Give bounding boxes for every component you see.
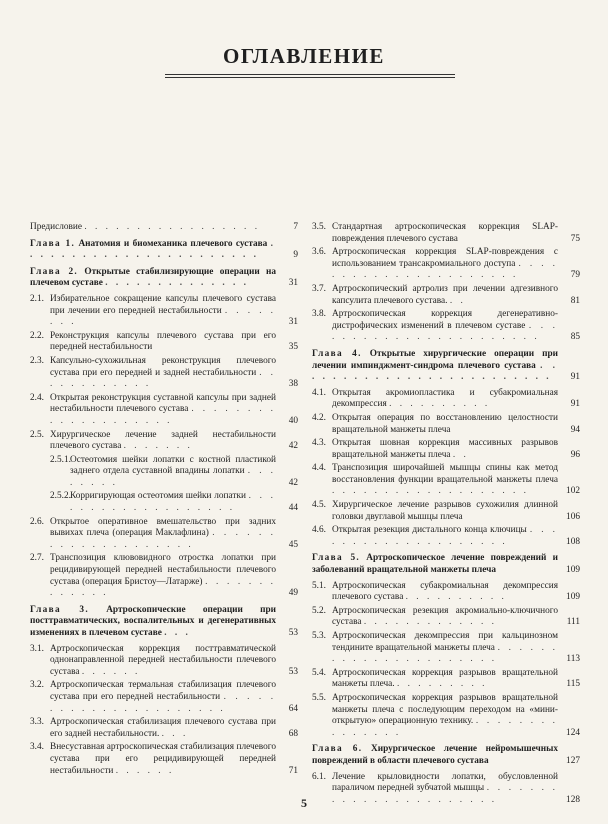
dot-leader: . .: [449, 295, 466, 306]
chapter-label: Глава 6.: [312, 744, 363, 755]
entry-number: 4.6.: [312, 525, 326, 536]
entry-page-number: 71: [288, 765, 298, 776]
entry-page-number: 111: [566, 617, 580, 628]
entry-page-number: 45: [288, 539, 298, 550]
page-title: ОГЛАВЛЕНИЕ: [223, 44, 385, 68]
entry-number: 2.4.: [30, 392, 44, 403]
dot-leader: . . . . . . . . . . . . . . . . . . .: [70, 491, 277, 514]
entry-page-number: 127: [566, 755, 580, 766]
toc-chapter[interactable]: [30, 239, 298, 262]
chapter-label: Глава 3.: [30, 604, 89, 615]
toc-entry[interactable]: [312, 413, 580, 436]
toc-chapter[interactable]: [312, 744, 580, 767]
toc-entry[interactable]: [312, 668, 580, 691]
entry-title: Внесуставная артроскопическая стабилизация плечевого сустава при его рецидивирующей передней нестабильности: [50, 742, 276, 776]
entry-number: 4.2.: [312, 412, 326, 423]
entry-title: Артроскопическая коррекция разрывов вращательной манжеты плеча с последующим переходом на «мини-открытую» операционную технику.: [332, 692, 558, 727]
toc-entry[interactable]: [312, 581, 580, 604]
entry-number: 3.4.: [30, 742, 44, 753]
dot-leader: . . .: [161, 728, 189, 739]
entry-number: 3.7.: [312, 283, 326, 294]
entry-page-number: 108: [566, 536, 580, 547]
toc-entry[interactable]: [30, 294, 298, 329]
entry-page-number: 42: [288, 477, 298, 488]
toc-entry[interactable]: [30, 356, 298, 391]
entry-title: Открытая шовная коррекция массивных разрывов вращательной манжеты плеча: [332, 438, 558, 460]
entry-page-number: 7: [293, 222, 298, 232]
entry-title: Открытые хирургические операции при лечении импинджмент-синдрома плечевого сустава: [312, 348, 558, 371]
dot-leader: . . . . . . . . . .: [405, 592, 507, 603]
toc-entry[interactable]: [30, 331, 298, 354]
entry-title: Артроскопические операции при посттравматических, воспалительных и дегенеративных изменениях в плечевом суставе: [30, 604, 276, 638]
toc-entry[interactable]: [312, 463, 580, 498]
toc-chapter[interactable]: [312, 349, 580, 384]
entry-number: 4.5.: [312, 500, 326, 511]
toc-entry[interactable]: [312, 525, 580, 548]
entry-page-number: 85: [570, 332, 580, 343]
entry-page-number: 124: [566, 727, 580, 738]
dot-leader: . . . . . . . . . . . . . . . . .: [84, 222, 261, 232]
toc-chapter[interactable]: [30, 267, 298, 290]
toc-entry[interactable]: [312, 693, 580, 739]
entry-title: Артроскопическая резекция акромиально-ключичного сустава: [332, 605, 558, 628]
toc-entry[interactable]: [312, 438, 580, 461]
entry-title: Артроскопическая коррекция SLAP-повреждения с использованием трансакромиального доступа: [332, 247, 558, 269]
dot-leader: . . . . . .: [115, 765, 175, 776]
toc-entry[interactable]: [312, 500, 580, 523]
dot-leader: . . . . . . . . . . . . .: [50, 576, 277, 599]
entry-page-number: 102: [566, 486, 580, 497]
toc-left-column: [30, 222, 298, 794]
entry-number: 5.4.: [312, 667, 326, 678]
toc-entry[interactable]: [30, 553, 298, 599]
title-rule-bottom: [165, 77, 455, 78]
dot-leader: . . . . . . .: [123, 441, 193, 452]
chapter-label: Глава 5.: [312, 553, 361, 564]
toc-entry[interactable]: [30, 742, 298, 777]
entry-title: Артроскопическая термальная стабилизация плечевого сустава при его передней нестабильности: [50, 680, 276, 702]
entry-page-number: 68: [288, 728, 298, 739]
entry-number: 3.8.: [312, 309, 326, 320]
entry-page-number: 31: [288, 278, 298, 289]
dot-leader: . . . . . . . . . . . . . . . . . . . . . .: [50, 691, 277, 714]
entry-title: Хирургическое лечение нейромышечных повреждений в области плечевого сустава: [312, 744, 558, 766]
entry-number: 5.2.: [312, 605, 326, 616]
dot-leader: . . . . . . . . . . . . . . . . . . . . . . .: [332, 320, 558, 343]
entry-number: 5.1.: [312, 580, 326, 591]
title-rule-top: [165, 74, 455, 75]
entry-number: 2.1.: [30, 293, 44, 304]
entry-page-number: 44: [288, 503, 298, 514]
entry-number: 3.2.: [30, 680, 44, 691]
dot-leader: . . . . . . . .: [70, 466, 276, 488]
entry-number: 2.5.2.: [50, 491, 71, 502]
entry-number: 2.2.: [30, 330, 44, 341]
entry-title: Артроскопическая коррекция посттравматической однонаправленной передней нестабильности плечевого сустава: [50, 643, 276, 677]
entry-number: 3.6.: [312, 247, 326, 258]
entry-number: 2.5.: [30, 429, 44, 440]
dot-leader: . . .: [164, 628, 191, 638]
dot-leader: . .: [452, 449, 469, 460]
entry-page-number: 53: [288, 666, 298, 677]
entry-title: Артроскопическая коррекция дегенеративно-дистрофических изменений в плечевом суставе: [332, 309, 558, 331]
dot-leader: . . . . . .: [81, 666, 141, 677]
entry-page-number: 115: [566, 679, 580, 690]
entry-title: Остеотомия шейки лопатки с костной пластикой заднего отдела суставной впадины лопатки: [70, 454, 276, 477]
entry-title: Реконструкция капсулы плечевого сустава при его передней нестабильности: [50, 330, 276, 353]
entry-page-number: 113: [566, 654, 580, 665]
toc-entry[interactable]: [30, 222, 298, 234]
toc-entry[interactable]: [30, 717, 298, 740]
toc-chapter[interactable]: [312, 553, 580, 576]
entry-page-number: 49: [288, 588, 298, 599]
entry-title: Транспозиция клювовидного отростка лопатки при рецидивирующей передней нестабильности плечевого сустава (операция Бристоу—Латарже): [50, 553, 276, 587]
dot-leader: . . . . . . . . . . . . . . . . . . . .: [50, 528, 276, 550]
toc-entry[interactable]: [312, 222, 580, 245]
toc-entry[interactable]: [30, 491, 298, 514]
page-number: 5: [301, 796, 307, 810]
toc-right-column: [312, 222, 580, 805]
entry-page-number: 91: [570, 399, 580, 410]
entry-number: 3.3.: [30, 717, 44, 728]
entry-number: 6.1.: [312, 771, 326, 782]
chapter-label: Глава 1.: [30, 238, 76, 249]
entry-number: 5.3.: [312, 631, 326, 641]
entry-page-number: 53: [288, 628, 298, 638]
dot-leader: . . . . . . . . . .: [389, 399, 491, 410]
entry-title: Артроскопическая декомпрессия при кальцинозном тендините вращательной манжеты плеча: [332, 631, 558, 653]
entry-page-number: 94: [570, 424, 580, 435]
dot-leader: . . . . . . . . .: [396, 679, 488, 690]
toc-chapter[interactable]: [30, 605, 298, 640]
entry-title: Хирургическое лечение задней нестабильности плечевого сустава: [50, 429, 276, 452]
chapter-label: Глава 4.: [312, 348, 362, 359]
toc-entry[interactable]: [312, 388, 580, 411]
entry-number: 4.4.: [312, 463, 326, 474]
entry-title: Лечение крыловидности лопатки, обусловленной параличом передней зубчатой мышцы: [332, 771, 558, 794]
entry-title: Избирательное сокращение капсулы плечевого сустава при лечении его передней нестабильности: [50, 293, 276, 316]
entry-title: Анатомия и биомеханика плечевого сустава: [78, 238, 268, 249]
entry-page-number: 79: [570, 270, 580, 281]
toc-entry[interactable]: [312, 284, 580, 307]
entry-title: Предисловие: [30, 222, 82, 232]
dot-leader: . . . . . . . . . . . . . . . . . . . . . .: [332, 258, 558, 281]
toc-entry[interactable]: [312, 247, 580, 282]
toc-entry[interactable]: [30, 517, 298, 552]
entry-page-number: 38: [288, 379, 298, 390]
entry-number: 3.1.: [30, 643, 44, 654]
dot-leader: . . . . . . . . . . . . . . . . . . . . . . .: [332, 783, 558, 805]
entry-number: 2.7.: [30, 553, 44, 564]
chapter-label: Глава 2.: [30, 266, 79, 277]
entry-title: Капсульно-сухожильная реконструкция плечевого сустава при его передней и задней нестабильности: [50, 355, 276, 378]
entry-title: Открытая резекция дистального конца ключицы: [332, 525, 527, 536]
dot-leader: . . . . . . . . . . . . .: [363, 617, 497, 628]
entry-title: Хирургическое лечение разрывов сухожилия длинной головки двуглавой мышцы плеча: [332, 500, 558, 522]
entry-page-number: 81: [570, 295, 580, 306]
entry-number: 2.5.1.: [50, 454, 71, 465]
toc-entry[interactable]: [312, 631, 580, 666]
entry-page-number: 75: [570, 233, 580, 244]
entry-page-number: 64: [288, 703, 298, 714]
dot-leader: . . . . . . . . . . . . . . . . . . . . . .: [332, 642, 558, 665]
entry-page-number: 35: [288, 342, 298, 353]
dot-leader: . . . . . . . . . . . . . . . . . . . .: [332, 525, 558, 547]
entry-page-number: 42: [288, 441, 298, 452]
toc-entry[interactable]: [30, 680, 298, 715]
entry-page-number: 109: [566, 565, 580, 576]
entry-page-number: 128: [566, 794, 580, 805]
entry-number: 3.5.: [312, 222, 326, 232]
entry-page-number: 40: [288, 415, 298, 426]
dot-leader: . . . . . . . .: [50, 305, 276, 328]
entry-title: Артроскопическая субакромиальная декомпрессия плечевого сустава: [332, 580, 558, 603]
entry-number: 5.5.: [312, 692, 326, 703]
toc-entry[interactable]: [30, 644, 298, 679]
dot-leader: . . . . . . . . . . . . . . . . . . . . . . .: [30, 238, 276, 261]
entry-page-number: 31: [288, 317, 298, 328]
entry-page-number: 96: [570, 449, 580, 460]
entry-page-number: 9: [293, 250, 298, 261]
dot-leader: . . . . . . . . . . . . . . . . . . .: [332, 486, 529, 497]
entry-number: 4.3.: [312, 438, 326, 449]
dot-leader: . . . . . . . . . . . . . .: [105, 278, 249, 289]
entry-title: Артроскопическое лечение повреждений и заболеваний вращательной манжеты плеча: [312, 553, 558, 576]
entry-title: Транспозиция широчайшей мышцы спины как метод восстановления функции вращательной манжеты плеча: [332, 463, 558, 485]
dot-leader: . . . . . . . . . . . . . . .: [332, 716, 558, 738]
dot-leader: . . . . . . . . . . . . . . . . . . . . . . . . .: [312, 360, 558, 383]
entry-page-number: 106: [566, 511, 580, 522]
dot-leader: . . . . . . . . . . . . . . . . . . . .: [50, 404, 277, 426]
entry-number: 4.1.: [312, 387, 326, 398]
toc-entry[interactable]: [312, 606, 580, 629]
entry-title: Открытая акромиопластика и субакромиальная декомпрессия: [332, 387, 558, 410]
entry-page-number: 109: [566, 592, 580, 603]
entry-title: Открытая операция по восстановлению целостности вращательной манжеты плеча: [332, 412, 558, 435]
entry-number: 2.6.: [30, 516, 44, 527]
entry-title: Открытая реконструкция суставной капсулы при задней нестабильности плечевого сустава: [50, 392, 276, 415]
entry-title: Корригирующая остеотомия шейки лопатки: [70, 491, 246, 502]
toc-entry[interactable]: [30, 455, 298, 490]
entry-page-number: 91: [570, 372, 580, 383]
entry-title: Артроскопический артролиз при лечении адгезивного капсулита плечевого сустава.: [332, 283, 558, 306]
entry-number: 2.3.: [30, 355, 44, 366]
toc-entry[interactable]: [30, 393, 298, 428]
dot-leader: . . . . . . . . . . . .: [50, 367, 276, 390]
entry-title: Артроскопическая коррекция разрывов вращательной манжеты плеча.: [332, 667, 558, 690]
entry-title: Стандартная артроскопическая коррекция SLAP-повреждения плечевого сустава: [332, 222, 558, 244]
entry-title: Артроскопическая стабилизация плечевого сустава при его задней нестабильности.: [50, 717, 276, 739]
entry-title: Открытые стабилизирующие операции на плечевом суставе: [30, 266, 276, 289]
toc-entry[interactable]: [30, 430, 298, 453]
entry-title: Открытое оперативное вмешательство при задних вывихах плеча (операция Маклафлина): [50, 516, 276, 539]
toc-entry[interactable]: [312, 309, 580, 344]
